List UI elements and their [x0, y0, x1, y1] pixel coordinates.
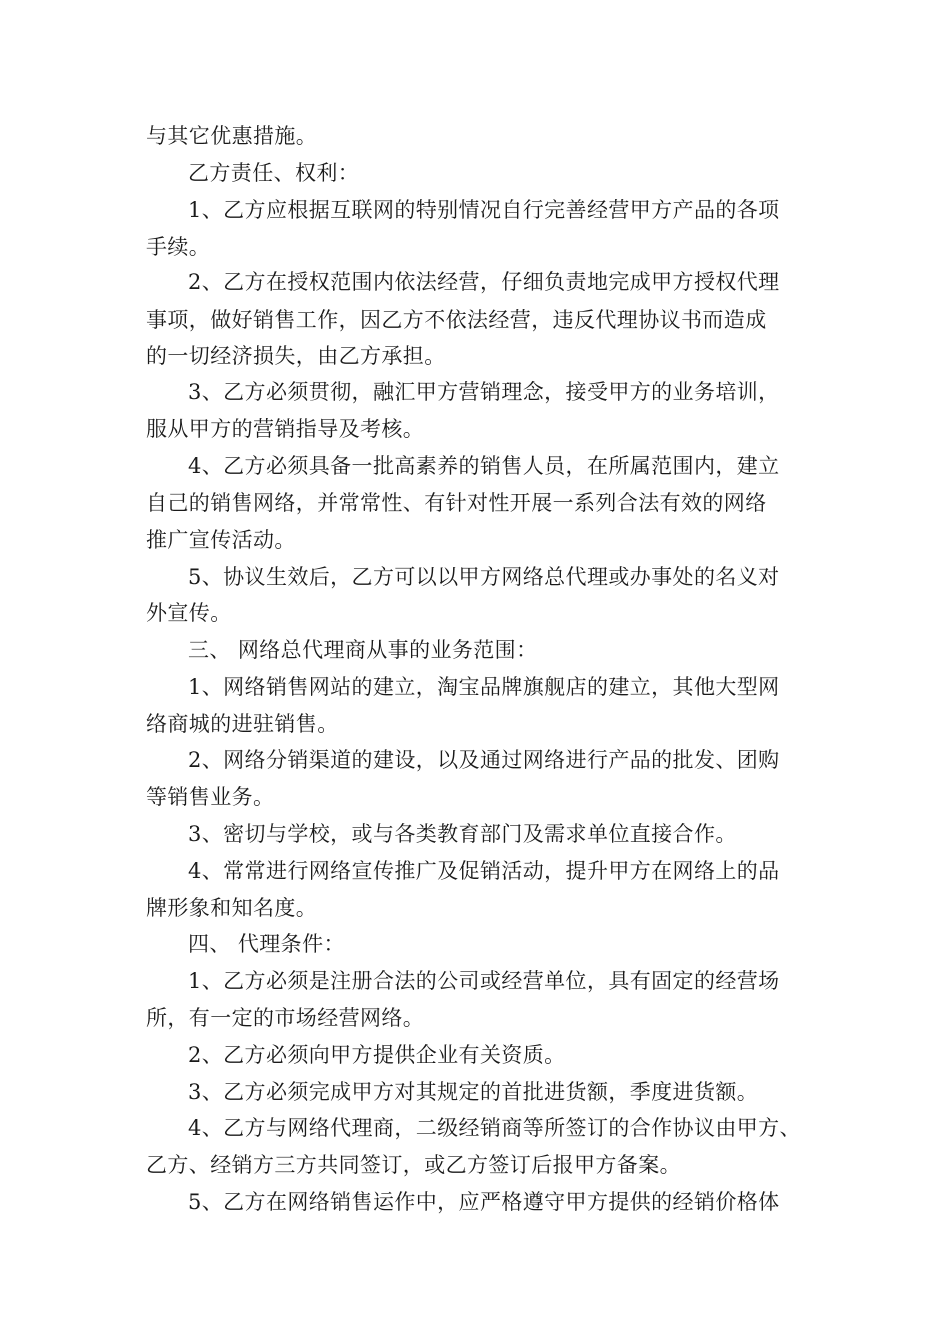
paragraph-line: 3、乙方必须完成甲方对其规定的首批进货额，季度进货额。: [188, 1080, 759, 1104]
paragraph-line: 4、乙方与网络代理商，二级经销商等所签订的合作协议由甲方、: [188, 1116, 801, 1140]
paragraph-line: 2、网络分销渠道的建设，以及通过网络进行产品的批发、团购: [188, 748, 780, 772]
paragraph-line: 外宣传。: [146, 601, 232, 625]
paragraph-line: 乙方、经销方三方共同签订，或乙方签订后报甲方备案。: [146, 1153, 681, 1177]
section-heading: 四、 代理条件：: [188, 932, 345, 956]
paragraph-line: 3、密切与学校，或与各类教育部门及需求单位直接合作。: [188, 822, 737, 846]
paragraph-line: 1、网络销售网站的建立，淘宝品牌旗舰店的建立，其他大型网: [188, 675, 780, 699]
paragraph-line: 4、乙方必须具备一批高素养的销售人员，在所属范围内，建立: [188, 454, 780, 478]
paragraph-line: 推广宣传活动。: [146, 528, 296, 552]
paragraph-line: 1、乙方必须是注册合法的公司或经营单位，具有固定的经营场: [188, 969, 780, 993]
paragraph-line: 5、协议生效后，乙方可以以甲方网络总代理或办事处的名义对: [188, 565, 780, 589]
paragraph-line: 2、乙方在授权范围内依法经营，仔细负责地完成甲方授权代理: [188, 270, 780, 294]
section-heading: 三、 网络总代理商从事的业务范围：: [188, 638, 538, 662]
section-heading: 乙方责任、权利：: [188, 161, 360, 185]
paragraph-line: 的一切经济损失，由乙方承担。: [146, 344, 446, 368]
paragraph-line: 4、常常进行网络宣传推广及促销活动，提升甲方在网络上的品: [188, 859, 780, 883]
paragraph-line: 2、乙方必须向甲方提供企业有关资质。: [188, 1043, 566, 1067]
paragraph-line: 所，有一定的市场经营网络。: [146, 1006, 425, 1030]
paragraph-line: 络商城的进驻销售。: [146, 712, 339, 736]
paragraph-line: 等销售业务。: [146, 785, 275, 809]
paragraph-line: 与其它优惠措施。: [146, 124, 318, 148]
paragraph-line: 1、乙方应根据互联网的特别情况自行完善经营甲方产品的各项: [188, 198, 780, 222]
paragraph-line: 5、乙方在网络销售运作中，应严格遵守甲方提供的经销价格体: [188, 1190, 780, 1214]
paragraph-line: 服从甲方的营销指导及考核。: [146, 417, 425, 441]
paragraph-line: 事项，做好销售工作，因乙方不依法经营，违反代理协议书而造成: [146, 308, 767, 332]
paragraph-line: 手续。: [146, 235, 211, 259]
paragraph-line: 3、乙方必须贯彻，融汇甲方营销理念，接受甲方的业务培训，: [188, 380, 780, 404]
paragraph-line: 自己的销售网络，并常常性、有针对性开展一系列合法有效的网络: [146, 491, 767, 515]
paragraph-line: 牌形象和知名度。: [146, 896, 318, 920]
